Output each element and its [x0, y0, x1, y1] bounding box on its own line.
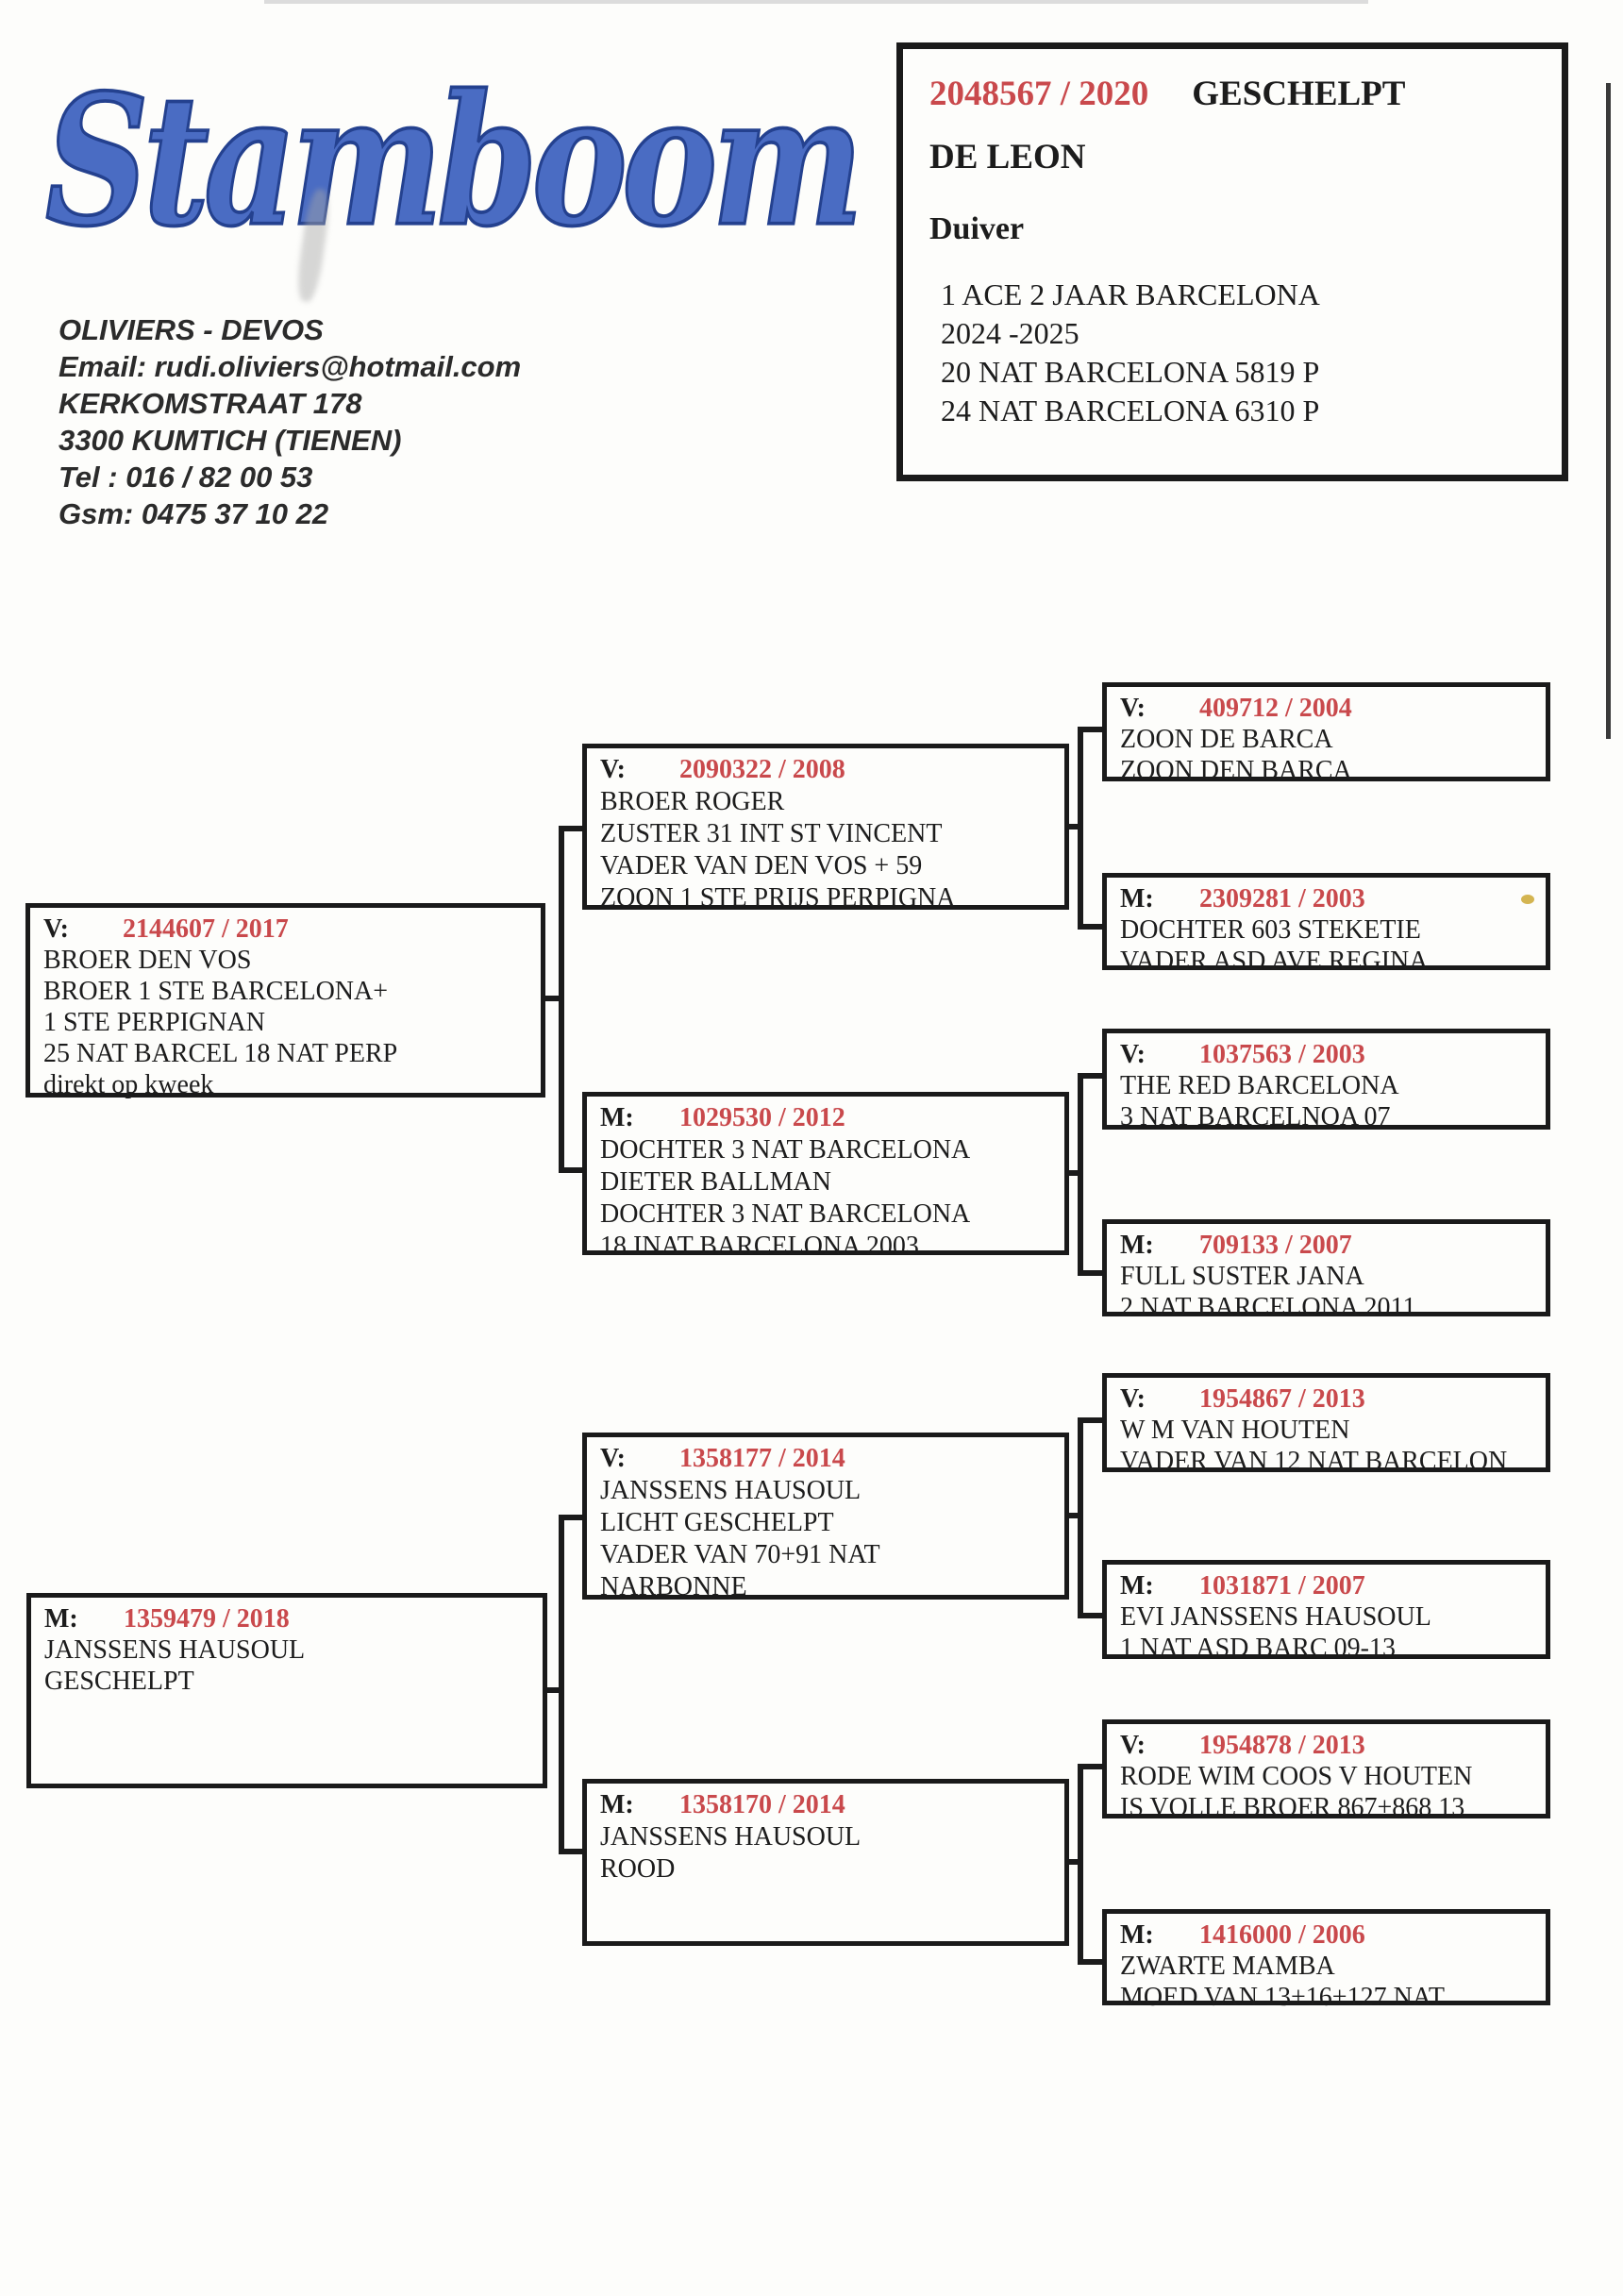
connector-line — [1083, 1613, 1102, 1618]
sex-label: M: — [600, 1790, 634, 1819]
ring-row — [1120, 1383, 1532, 1415]
scan-edge-artifact — [1606, 83, 1611, 739]
sex-label: M: — [600, 1103, 634, 1132]
box-ggf-4 — [1102, 1719, 1550, 1822]
ring-row — [600, 754, 1051, 786]
box-mother — [26, 1593, 547, 1788]
ring-number: 1037563 / 2003 — [1199, 1040, 1365, 1069]
ring-number: 1954878 / 2013 — [1199, 1731, 1365, 1760]
sex-label: M: — [1120, 1231, 1154, 1260]
box-fm-grandmother — [582, 1092, 1069, 1261]
pedigree-line: 2 NAT BARCELONA 2011 — [1120, 1293, 1416, 1322]
pedigree-line: JANSSENS HAUSOUL — [44, 1635, 306, 1665]
ring-row — [1120, 883, 1532, 914]
ring-row — [43, 913, 527, 945]
connector-line — [1083, 1959, 1102, 1965]
ring-number: 2090322 / 2008 — [679, 755, 845, 784]
owner-phone: Tel : 016 / 82 00 53 — [59, 461, 313, 494]
box-ggm-3 — [1102, 1560, 1550, 1663]
pedigree-line: DOCHTER 3 NAT BARCELONA — [600, 1199, 971, 1229]
owner-city: 3300 KUMTICH (TIENEN) — [59, 424, 402, 457]
ring-number: 1029530 / 2012 — [679, 1103, 845, 1132]
pedigree-line: GESCHELPT — [44, 1667, 194, 1696]
sex-label: V: — [1120, 1384, 1146, 1414]
pedigree-line: 1 STE PERPIGNAN — [43, 1008, 265, 1037]
box-ggf-2 — [1102, 1029, 1550, 1130]
pedigree-line: direkt op kweek — [43, 1070, 214, 1099]
sex-label: V: — [43, 914, 69, 944]
bird-performance-list — [929, 276, 1535, 430]
pedigree-line: DOCHTER 603 STEKETIE — [1120, 915, 1421, 945]
scan-spot-artifact — [1521, 895, 1534, 904]
pedigree-line: FULL SUSTER JANA — [1120, 1262, 1364, 1291]
pedigree-line: VADER ASD AVE REGINA — [1120, 947, 1429, 976]
box-father — [25, 903, 545, 1098]
pedigree-line: VADER VAN 12 NAT BARCELON — [1120, 1447, 1508, 1476]
ring-row — [1120, 1230, 1532, 1261]
ring-number: 409712 / 2004 — [1199, 694, 1352, 723]
bird-color-label: GESCHELPT — [1192, 75, 1406, 113]
ring-number: 1031871 / 2007 — [1199, 1571, 1365, 1600]
pedigree-line: JANSSENS HAUSOUL — [600, 1822, 862, 1852]
ring-row — [1120, 693, 1532, 724]
sex-label: V: — [600, 755, 626, 784]
owner-street: KERKOMSTRAAT 178 — [59, 387, 362, 420]
connector-line — [1078, 1073, 1083, 1276]
box-ggm-4 — [1102, 1909, 1550, 2012]
bird-sex: Duiver — [929, 211, 1025, 246]
pedigree-line: 3 NAT BARCELNOA 07 — [1120, 1102, 1391, 1131]
performance-line: 1 ACE 2 JAAR BARCELONA — [941, 277, 1320, 311]
pedigree-line: BROER 1 STE BARCELONA+ — [43, 977, 389, 1006]
pedigree-line: VADER VAN DEN VOS + 59 — [600, 851, 923, 880]
sex-label: V: — [1120, 1040, 1146, 1069]
ring-number: 709133 / 2007 — [1199, 1231, 1352, 1260]
performance-line: 2024 -2025 — [941, 316, 1079, 350]
scan-top-artifact — [264, 0, 1368, 4]
pedigree-line: DOCHTER 3 NAT BARCELONA — [600, 1135, 971, 1165]
ring-row — [1120, 1919, 1532, 1951]
box-mf-grandfather — [582, 1433, 1069, 1600]
pedigree-line: ZUSTER 31 INT ST VINCENT — [600, 819, 943, 848]
owner-mobile: Gsm: 0475 37 10 22 — [59, 497, 329, 530]
pedigree-line: 25 NAT BARCEL 18 NAT PERP — [43, 1039, 398, 1068]
ring-number: 1358177 / 2014 — [679, 1444, 845, 1473]
sex-label: V: — [600, 1444, 626, 1473]
pedigree-line: BROER DEN VOS — [43, 946, 252, 975]
pedigree-line: MOED VAN 13+16+127 NAT — [1120, 1983, 1446, 2012]
ring-number: 2144607 / 2017 — [123, 914, 289, 944]
pedigree-line: LICHT GESCHELPT — [600, 1508, 834, 1537]
connector-line — [564, 1515, 582, 1520]
connector-line — [564, 1849, 582, 1854]
box-ggm-1 — [1102, 873, 1550, 976]
pedigree-line: EVI JANSSENS HAUSOUL — [1120, 1602, 1431, 1632]
connector-line — [1083, 1270, 1102, 1276]
connector-line — [559, 826, 564, 1173]
sex-label: M: — [1120, 884, 1154, 913]
ring-number: 2309281 / 2003 — [1199, 884, 1365, 913]
ring-row — [1120, 1570, 1532, 1601]
performance-line: 20 NAT BARCELONA 5819 P — [941, 355, 1320, 389]
pedigree-line: THE RED BARCELONA — [1120, 1071, 1399, 1100]
ring-row — [1120, 1039, 1532, 1070]
connector-line — [559, 1515, 564, 1854]
box-ggf-1 — [1102, 682, 1550, 785]
pedigree-line: IS VOLLE BROER 867+868 13 — [1120, 1793, 1465, 1822]
pedigree-line: 18 INAT BARCELONA 2003 — [600, 1232, 919, 1261]
pedigree-line: ZOON 1 STE PRIJS PERPIGNA — [600, 883, 956, 913]
ring-number: 1358170 / 2014 — [679, 1790, 845, 1819]
sex-label: V: — [1120, 1731, 1146, 1760]
bird-ring-number: 2048567 / 2020 — [929, 75, 1149, 113]
stamboom-logo: Stamboom — [45, 55, 859, 266]
connector-line — [1078, 1764, 1083, 1965]
pedigree-line: VADER VAN 70+91 NAT — [600, 1540, 880, 1569]
pedigree-line: ROOD — [600, 1854, 676, 1884]
connector-line — [564, 1167, 582, 1173]
connector-line — [1078, 727, 1083, 930]
box-ggm-2 — [1102, 1219, 1550, 1322]
pedigree-line: 1 NAT ASD BARC 09-13 — [1120, 1634, 1396, 1663]
connector-line — [1083, 727, 1102, 732]
performance-line: 24 NAT BARCELONA 6310 P — [941, 394, 1320, 427]
box-mm-grandmother — [582, 1779, 1069, 1946]
box-ggf-3 — [1102, 1373, 1550, 1476]
pedigree-line: ZOON DE BARCA — [1120, 725, 1333, 754]
ring-row — [600, 1443, 1051, 1475]
owner-contact-block — [59, 311, 521, 532]
pedigree-line: JANSSENS HAUSOUL — [600, 1476, 862, 1505]
connector-line — [1078, 1417, 1083, 1618]
pedigree-line: BROER ROGER — [600, 787, 785, 816]
bird-info-box — [896, 42, 1568, 481]
ring-number: 1954867 / 2013 — [1199, 1384, 1365, 1414]
connector-line — [1083, 924, 1102, 930]
connector-line — [564, 826, 582, 831]
bird-name: DE LEON — [929, 138, 1086, 176]
sex-label: M: — [44, 1604, 78, 1634]
sex-label: V: — [1120, 694, 1146, 723]
pedigree-line: RODE WIM COOS V HOUTEN — [1120, 1762, 1473, 1791]
connector-line — [1083, 1073, 1102, 1079]
ring-row — [600, 1102, 1051, 1134]
pedigree-line: W M VAN HOUTEN — [1120, 1416, 1350, 1445]
ring-number: 1416000 / 2006 — [1199, 1920, 1365, 1950]
connector-line — [1083, 1417, 1102, 1423]
pedigree-line: DIETER BALLMAN — [600, 1167, 831, 1197]
box-ff-grandfather — [582, 744, 1069, 913]
pedigree-line: ZOON DEN BARCA — [1120, 756, 1352, 785]
bird-header-row — [929, 74, 1535, 114]
owner-email: Email: rudi.oliviers@hotmail.com — [59, 350, 522, 383]
sex-label: M: — [1120, 1571, 1154, 1600]
ring-row — [1120, 1730, 1532, 1761]
ring-row — [44, 1603, 529, 1634]
sex-label: M: — [1120, 1920, 1154, 1950]
pedigree-line: NARBONNE — [600, 1572, 747, 1601]
ring-row — [600, 1789, 1051, 1821]
connector-line — [1083, 1764, 1102, 1769]
ring-number: 1359479 / 2018 — [124, 1604, 290, 1634]
pedigree-line: ZWARTE MAMBA — [1120, 1952, 1335, 1981]
owner-name: OLIVIERS - DEVOS — [59, 313, 324, 346]
